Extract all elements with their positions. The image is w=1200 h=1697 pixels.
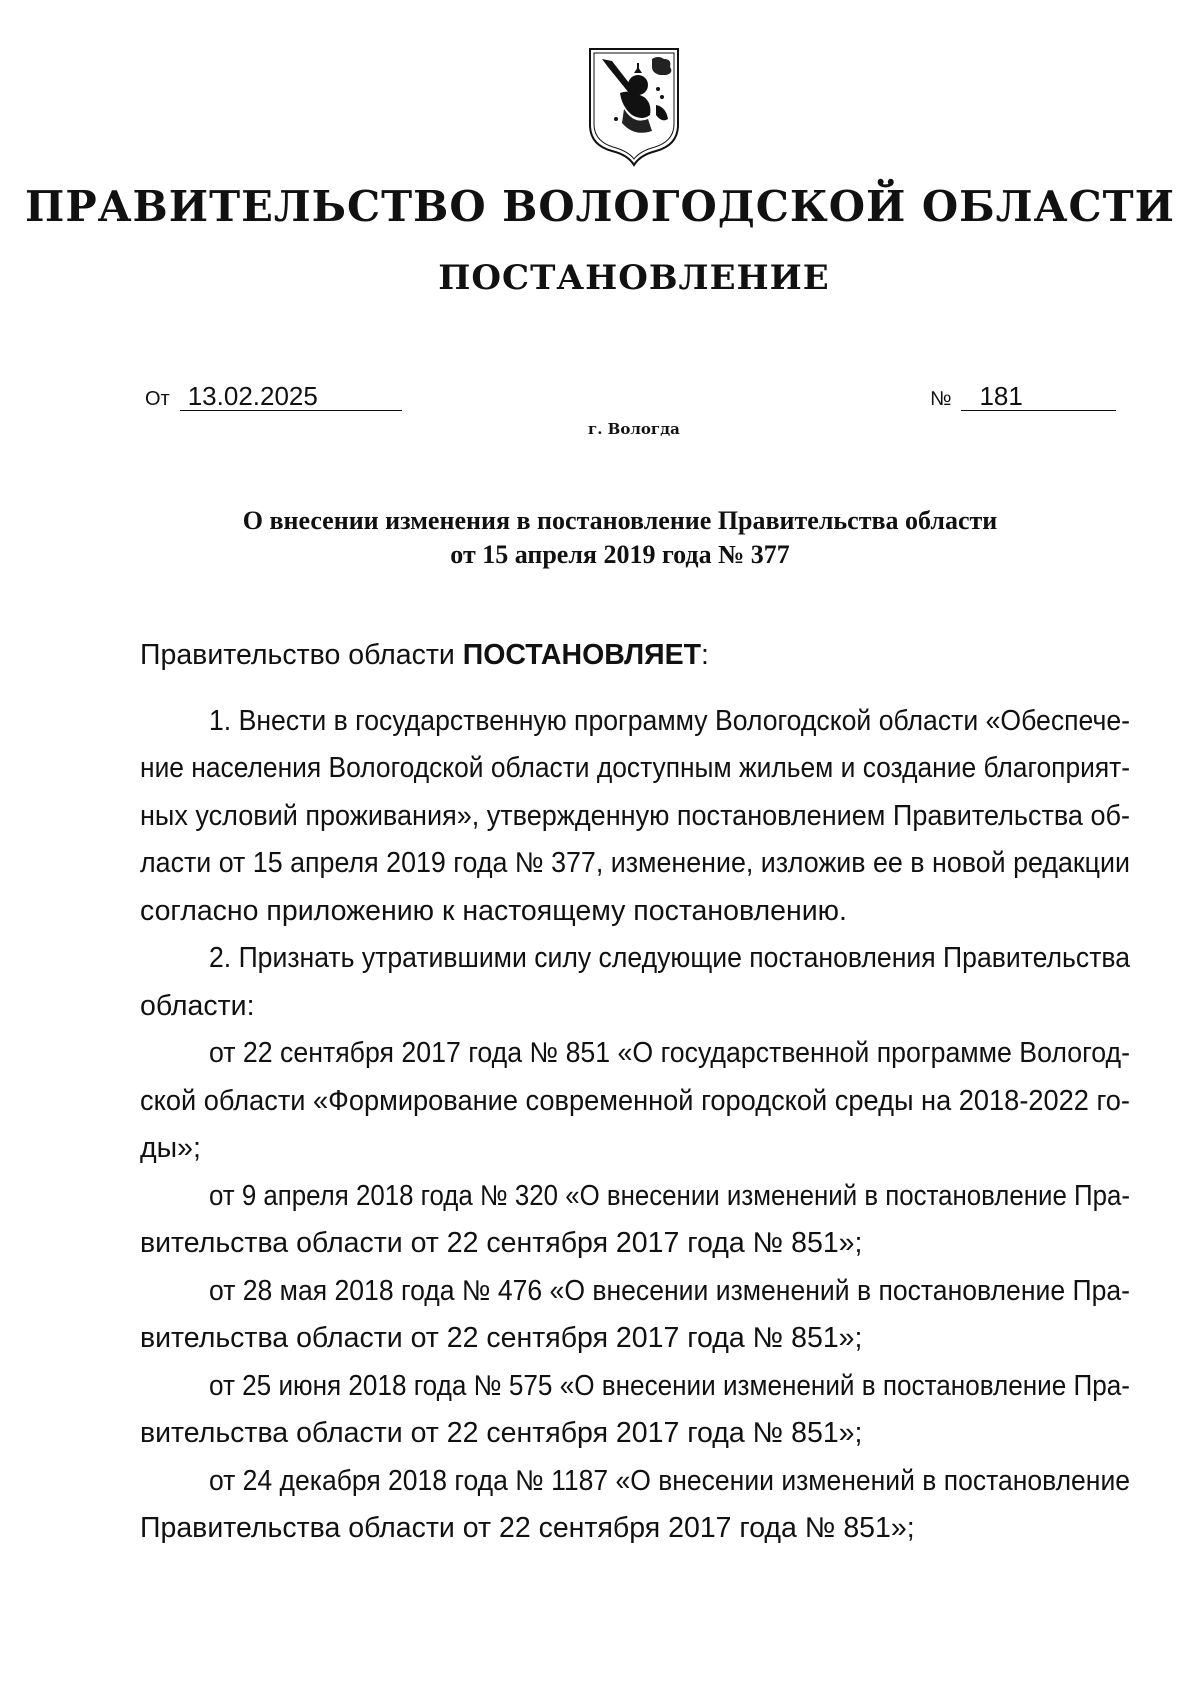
body-line: [140, 698, 1130, 746]
body-line-text: от 9 апреля 2018 года № 320 «О внесении изменений в постановление Пра-: [209, 1179, 1130, 1212]
subject-line-2: от 15 апреля 2019 года № 377: [450, 540, 790, 569]
intro-line: [140, 632, 1130, 680]
body-line: [140, 1268, 1130, 1316]
body-line-text: 1. Внести в государственную программу Вологодской области «Обеспече-: [209, 704, 1130, 737]
body-line-text: вительства области от 22 сентября 2017 года № 851»;: [140, 1417, 863, 1449]
body-line: [140, 1173, 1130, 1221]
body-line: [140, 1505, 1130, 1553]
document-type: ПОСТАНОВЛЕНИЕ: [438, 258, 830, 298]
body-line: [140, 983, 1130, 1031]
body-line-text: ных условий проживания», утвержденную постановлением Правительства об-: [140, 799, 1130, 832]
government-title: ПРАВИТЕЛЬСТВО ВОЛОГОДСКОЙ ОБЛАСТИ: [24, 182, 1175, 231]
date-field: [145, 382, 402, 411]
body-line-text: согласно приложению к настоящему постановлению.: [140, 894, 847, 927]
date-prefix: От: [145, 388, 170, 410]
body-line: [140, 888, 1130, 936]
city-label: г. Вологда: [588, 420, 680, 438]
subject-line-1: О внесении изменения в постановление Правительства области: [242, 506, 998, 535]
body-line: [140, 1363, 1130, 1411]
document-subject: [140, 504, 1100, 572]
intro-colon: :: [701, 639, 709, 671]
body-line-text: вительства области от 22 сентября 2017 года № 851»;: [140, 1227, 863, 1259]
vologda-coat-of-arms-icon: [586, 45, 682, 169]
number-value: 181: [961, 382, 1116, 411]
body-line: [140, 745, 1130, 793]
body-line: [140, 1030, 1130, 1078]
body-line: [140, 1315, 1130, 1363]
body-line-text: ды»;: [140, 1132, 201, 1164]
body-line: [140, 1078, 1130, 1126]
body-line-text: от 24 декабря 2018 года № 1187 «О внесении изменений в постановление: [209, 1464, 1130, 1497]
body-line-text: Правительства области от 22 сентября 2017 года № 851»;: [140, 1512, 915, 1544]
body-line-text: ласти от 15 апреля 2019 года № 377, изменение, изложив ее в новой редакции: [140, 847, 1130, 879]
body-line-text: ской области «Формирование современной городской среды на 2018-2022 го-: [140, 1084, 1130, 1117]
body-line-text: ние населения Вологодской области доступным жильем и создание благоприят-: [140, 752, 1130, 784]
date-value: 13.02.2025: [180, 382, 402, 411]
body-line: [140, 935, 1130, 983]
body-line-text: от 25 июня 2018 года № 575 «О внесении изменений в постановление Пра-: [209, 1369, 1130, 1402]
intro-text: [140, 632, 709, 680]
body-line-text: от 28 мая 2018 года № 476 «О внесении изменений в постановление Пра-: [209, 1274, 1130, 1307]
body-line-text: 2. Признать утратившими силу следующие постановления Правительства: [209, 942, 1130, 974]
number-prefix: №: [930, 388, 952, 410]
intro-decree-word: ПОСТАНОВЛЯЕТ: [462, 639, 702, 671]
document-body: [140, 632, 1130, 1553]
body-line: [140, 793, 1130, 841]
body-line: [140, 1125, 1130, 1173]
body-line-text: вительства области от 22 сентября 2017 года № 851»;: [140, 1322, 863, 1354]
intro-normal: Правительство области: [140, 639, 463, 671]
body-line-text: области:: [140, 989, 255, 1022]
body-line: [140, 1410, 1130, 1458]
body-line: [140, 1458, 1130, 1506]
body-line: [140, 840, 1130, 888]
number-field: [930, 382, 1116, 411]
body-line: [140, 1220, 1130, 1268]
body-line-text: от 22 сентября 2017 года № 851 «О государственной программе Вологод-: [209, 1037, 1130, 1069]
